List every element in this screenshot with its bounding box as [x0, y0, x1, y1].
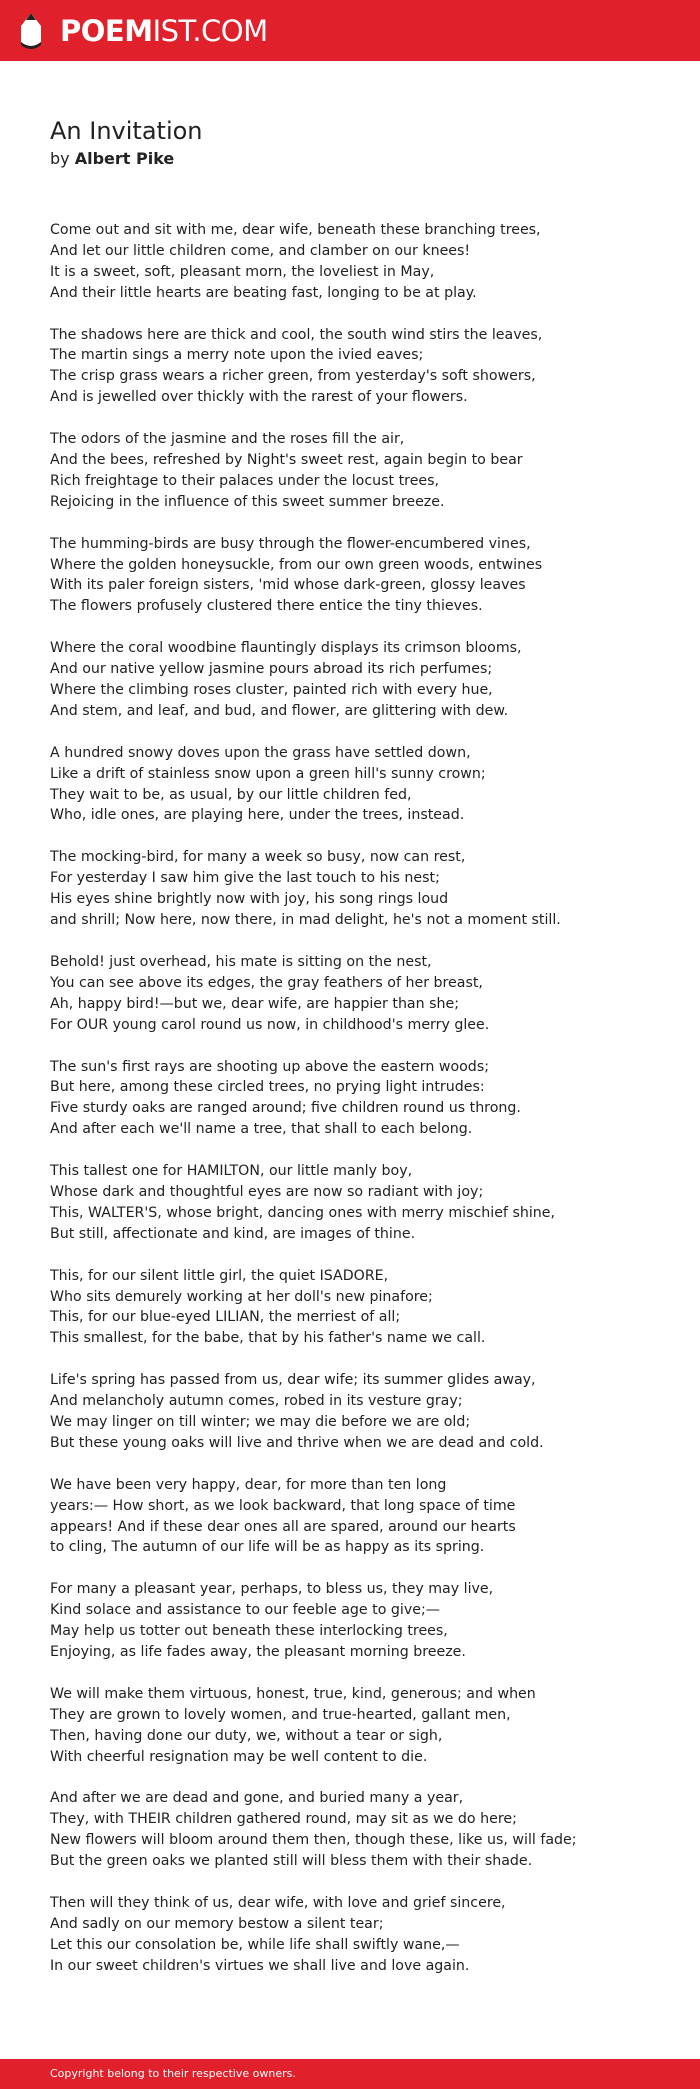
site-header — [0, 0, 700, 61]
poem-stanza — [50, 1475, 670, 1559]
poem-author[interactable]: Albert Pike — [74, 149, 175, 168]
poem-stanza — [50, 429, 670, 513]
poem-line: This, for our blue-eyed LILIAN, the merriest of all; — [50, 1309, 401, 1326]
poem-line: The martin sings a merry note upon the ivied eaves; — [50, 347, 424, 364]
poem-line: New flowers will bloom around them then, though these, like us, will fade; — [50, 1832, 577, 1849]
poem-stanza — [50, 1057, 670, 1141]
poem-stanza — [50, 952, 670, 1036]
poem-line: Then, having done our duty, we, without a tear or sigh, — [50, 1727, 443, 1744]
poem-stanza — [50, 1684, 670, 1768]
poem-stanza — [50, 743, 670, 827]
poem-stanza — [50, 1266, 670, 1350]
poem-line: Who, idle ones, are playing here, under the trees, instead. — [50, 807, 465, 824]
poem-line: Like a drift of stainless snow upon a green hill's sunny crown; — [50, 765, 486, 782]
poem-line: But here, among these circled trees, no prying light intrudes: — [50, 1079, 485, 1096]
poem-stanza — [50, 1788, 670, 1872]
poem-line: Whose dark and thoughtful eyes are now so radiant with joy; — [50, 1183, 484, 1200]
poem-line: The sun's first rays are shooting up above the eastern woods; — [50, 1058, 489, 1075]
poem-line: It is a sweet, soft, pleasant morn, the loveliest in May, — [50, 263, 435, 280]
poem-line: They are grown to lovely women, and true-hearted, gallant men, — [50, 1706, 511, 1723]
poem-line: They wait to be, as usual, by our little children fed, — [50, 786, 412, 803]
poem-line: Life's spring has passed from us, dear wife; its summer glides away, — [50, 1372, 536, 1389]
poem-stanza — [50, 534, 670, 618]
poem-line: Come out and sit with me, dear wife, beneath these branching trees, — [50, 222, 541, 238]
poem-line: And their little hearts are beating fast, longing to be at play. — [50, 284, 477, 301]
poem-line: We may linger on till winter; we may die before we are old; — [50, 1413, 471, 1430]
poem-byline — [50, 148, 174, 170]
poem-line: And our native yellow jasmine pours abroad its rich perfumes; — [50, 661, 493, 678]
poem-line: Where the climbing roses cluster, painted rich with every hue, — [50, 682, 493, 699]
poem-line: Then will they think of us, dear wife, with love and grief sincere, — [50, 1895, 506, 1911]
poem-title: An Invitation — [50, 117, 203, 145]
poem-line: For many a pleasant year, perhaps, to bless us, they may live, — [50, 1581, 494, 1598]
poem-line: And sadly on our memory bestow a silent tear; — [50, 1915, 384, 1932]
poem-line: We will make them virtuous, honest, true, kind, generous; and when — [50, 1685, 536, 1702]
poem-line: Ah, happy bird!—but we, dear wife, are happier than she; — [50, 995, 460, 1012]
poem-line: This smallest, for the babe, that by his father's name we call. — [50, 1330, 486, 1347]
poem-line: The mocking-bird, for many a week so busy, now can rest, — [50, 849, 466, 866]
poem-line: Enjoying, as life fades away, the pleasant morning breeze. — [50, 1643, 466, 1660]
poem-stanza — [50, 847, 670, 931]
poem-line: But these young oaks will live and thrive when we are dead and cold. — [50, 1434, 544, 1451]
poem-line: This tallest one for HAMILTON, our little manly boy, — [50, 1163, 413, 1180]
poem-line: Where the golden honeysuckle, from our own green woods, entwines — [50, 556, 543, 573]
site-footer — [0, 2059, 700, 2089]
poem-line: But the green oaks we planted still will bless them with their shade. — [50, 1853, 533, 1870]
poem-stanza — [50, 1893, 670, 1977]
poem-line: With cheerful resignation may be well content to die. — [50, 1748, 428, 1765]
poem-line: The flowers profusely clustered there entice the tiny thieves. — [50, 598, 483, 615]
poem-line: Five sturdy oaks are ranged around; five children round us throng. — [50, 1100, 521, 1117]
by-label: by — [50, 149, 70, 168]
logo-text-light: IST.COM — [152, 14, 268, 48]
poem-line: And is jewelled over thickly with the rarest of your flowers. — [50, 389, 468, 406]
poem-line: Behold! just overhead, his mate is sitting on the nest, — [50, 953, 432, 970]
poem-stanza — [50, 325, 670, 409]
poem-line: Let this our consolation be, while life shall swiftly wane,— — [50, 1936, 460, 1953]
poem-line: and shrill; Now here, now there, in mad delight, he's not a moment still. — [50, 912, 561, 929]
poem-line: Rich freightage to their palaces under the locust trees, — [50, 472, 440, 489]
poem-line: Rejoicing in the influence of this sweet summer breeze. — [50, 493, 445, 510]
poem-line: And let our little children come, and clamber on our knees! — [50, 242, 471, 259]
poem-line: Where the coral woodbine flauntingly displays its crimson blooms, — [50, 640, 522, 657]
copyright-notice: Copyright belong to their respective owners. — [50, 2067, 296, 2080]
poem-line: We have been very happy, dear, for more than ten long — [50, 1476, 447, 1493]
poem-line: to cling, The autumn of our life will be as happy as its spring. — [50, 1539, 485, 1556]
poem-stanza — [50, 1579, 670, 1663]
poem-line: For OUR young carol round us now, in childhood's merry glee. — [50, 1016, 490, 1033]
site-logo[interactable] — [60, 14, 268, 48]
poem-stanza — [50, 638, 670, 722]
poem-line: And stem, and leaf, and bud, and flower, are glittering with dew. — [50, 702, 509, 719]
poem-line: And melancholy autumn comes, robed in its vesture gray; — [50, 1393, 463, 1410]
poem-line: And the bees, refreshed by Night's sweet rest, again begin to bear — [50, 452, 523, 469]
poem-line: years:— How short, as we look backward, that long space of time — [50, 1497, 516, 1514]
poem-line: The odors of the jasmine and the roses fill the air, — [50, 431, 405, 448]
poem-line: In our sweet children's virtues we shall live and love again. — [50, 1957, 470, 1974]
poem-body — [50, 220, 670, 1998]
poem-line: appears! And if these dear ones all are spared, around our hearts — [50, 1518, 516, 1535]
poem-line: May help us totter out beneath these interlocking trees, — [50, 1623, 448, 1640]
poem-line: You can see above its edges, the gray feathers of her breast, — [50, 974, 483, 991]
logo-text-bold: POEM — [60, 14, 153, 48]
poem-line: And after each we'll name a tree, that shall to each belong. — [50, 1121, 473, 1138]
poem-line: But still, affectionate and kind, are images of thine. — [50, 1225, 416, 1242]
poem-line: The crisp grass wears a richer green, from yesterday's soft showers, — [50, 368, 536, 385]
poem-line: For yesterday I saw him give the last touch to his nest; — [50, 870, 440, 887]
poem-line: With its paler foreign sisters, 'mid whose dark-green, glossy leaves — [50, 577, 526, 594]
poem-stanza — [50, 1161, 670, 1245]
poem-line: The humming-birds are busy through the flower-encumbered vines, — [50, 535, 531, 552]
poem-stanza — [50, 220, 670, 304]
poem-line: His eyes shine brightly now with joy, his song rings loud — [50, 891, 449, 908]
poem-stanza — [50, 1370, 670, 1454]
poem-line: And after we are dead and gone, and buried many a year, — [50, 1790, 464, 1807]
poem-line: Kind solace and assistance to our feeble age to give;— — [50, 1602, 440, 1619]
poem-line: This, WALTER'S, whose bright, dancing ones with merry mischief shine, — [50, 1204, 555, 1221]
poem-line: A hundred snowy doves upon the grass have settled down, — [50, 744, 471, 761]
poem-line: They, with THEIR children gathered round, may sit as we do here; — [50, 1811, 517, 1828]
poem-line: The shadows here are thick and cool, the south wind stirs the leaves, — [50, 326, 543, 343]
poem-line: This, for our silent little girl, the quiet ISADORE, — [50, 1267, 389, 1284]
poem-line: Who sits demurely working at her doll's new pinafore; — [50, 1288, 433, 1305]
